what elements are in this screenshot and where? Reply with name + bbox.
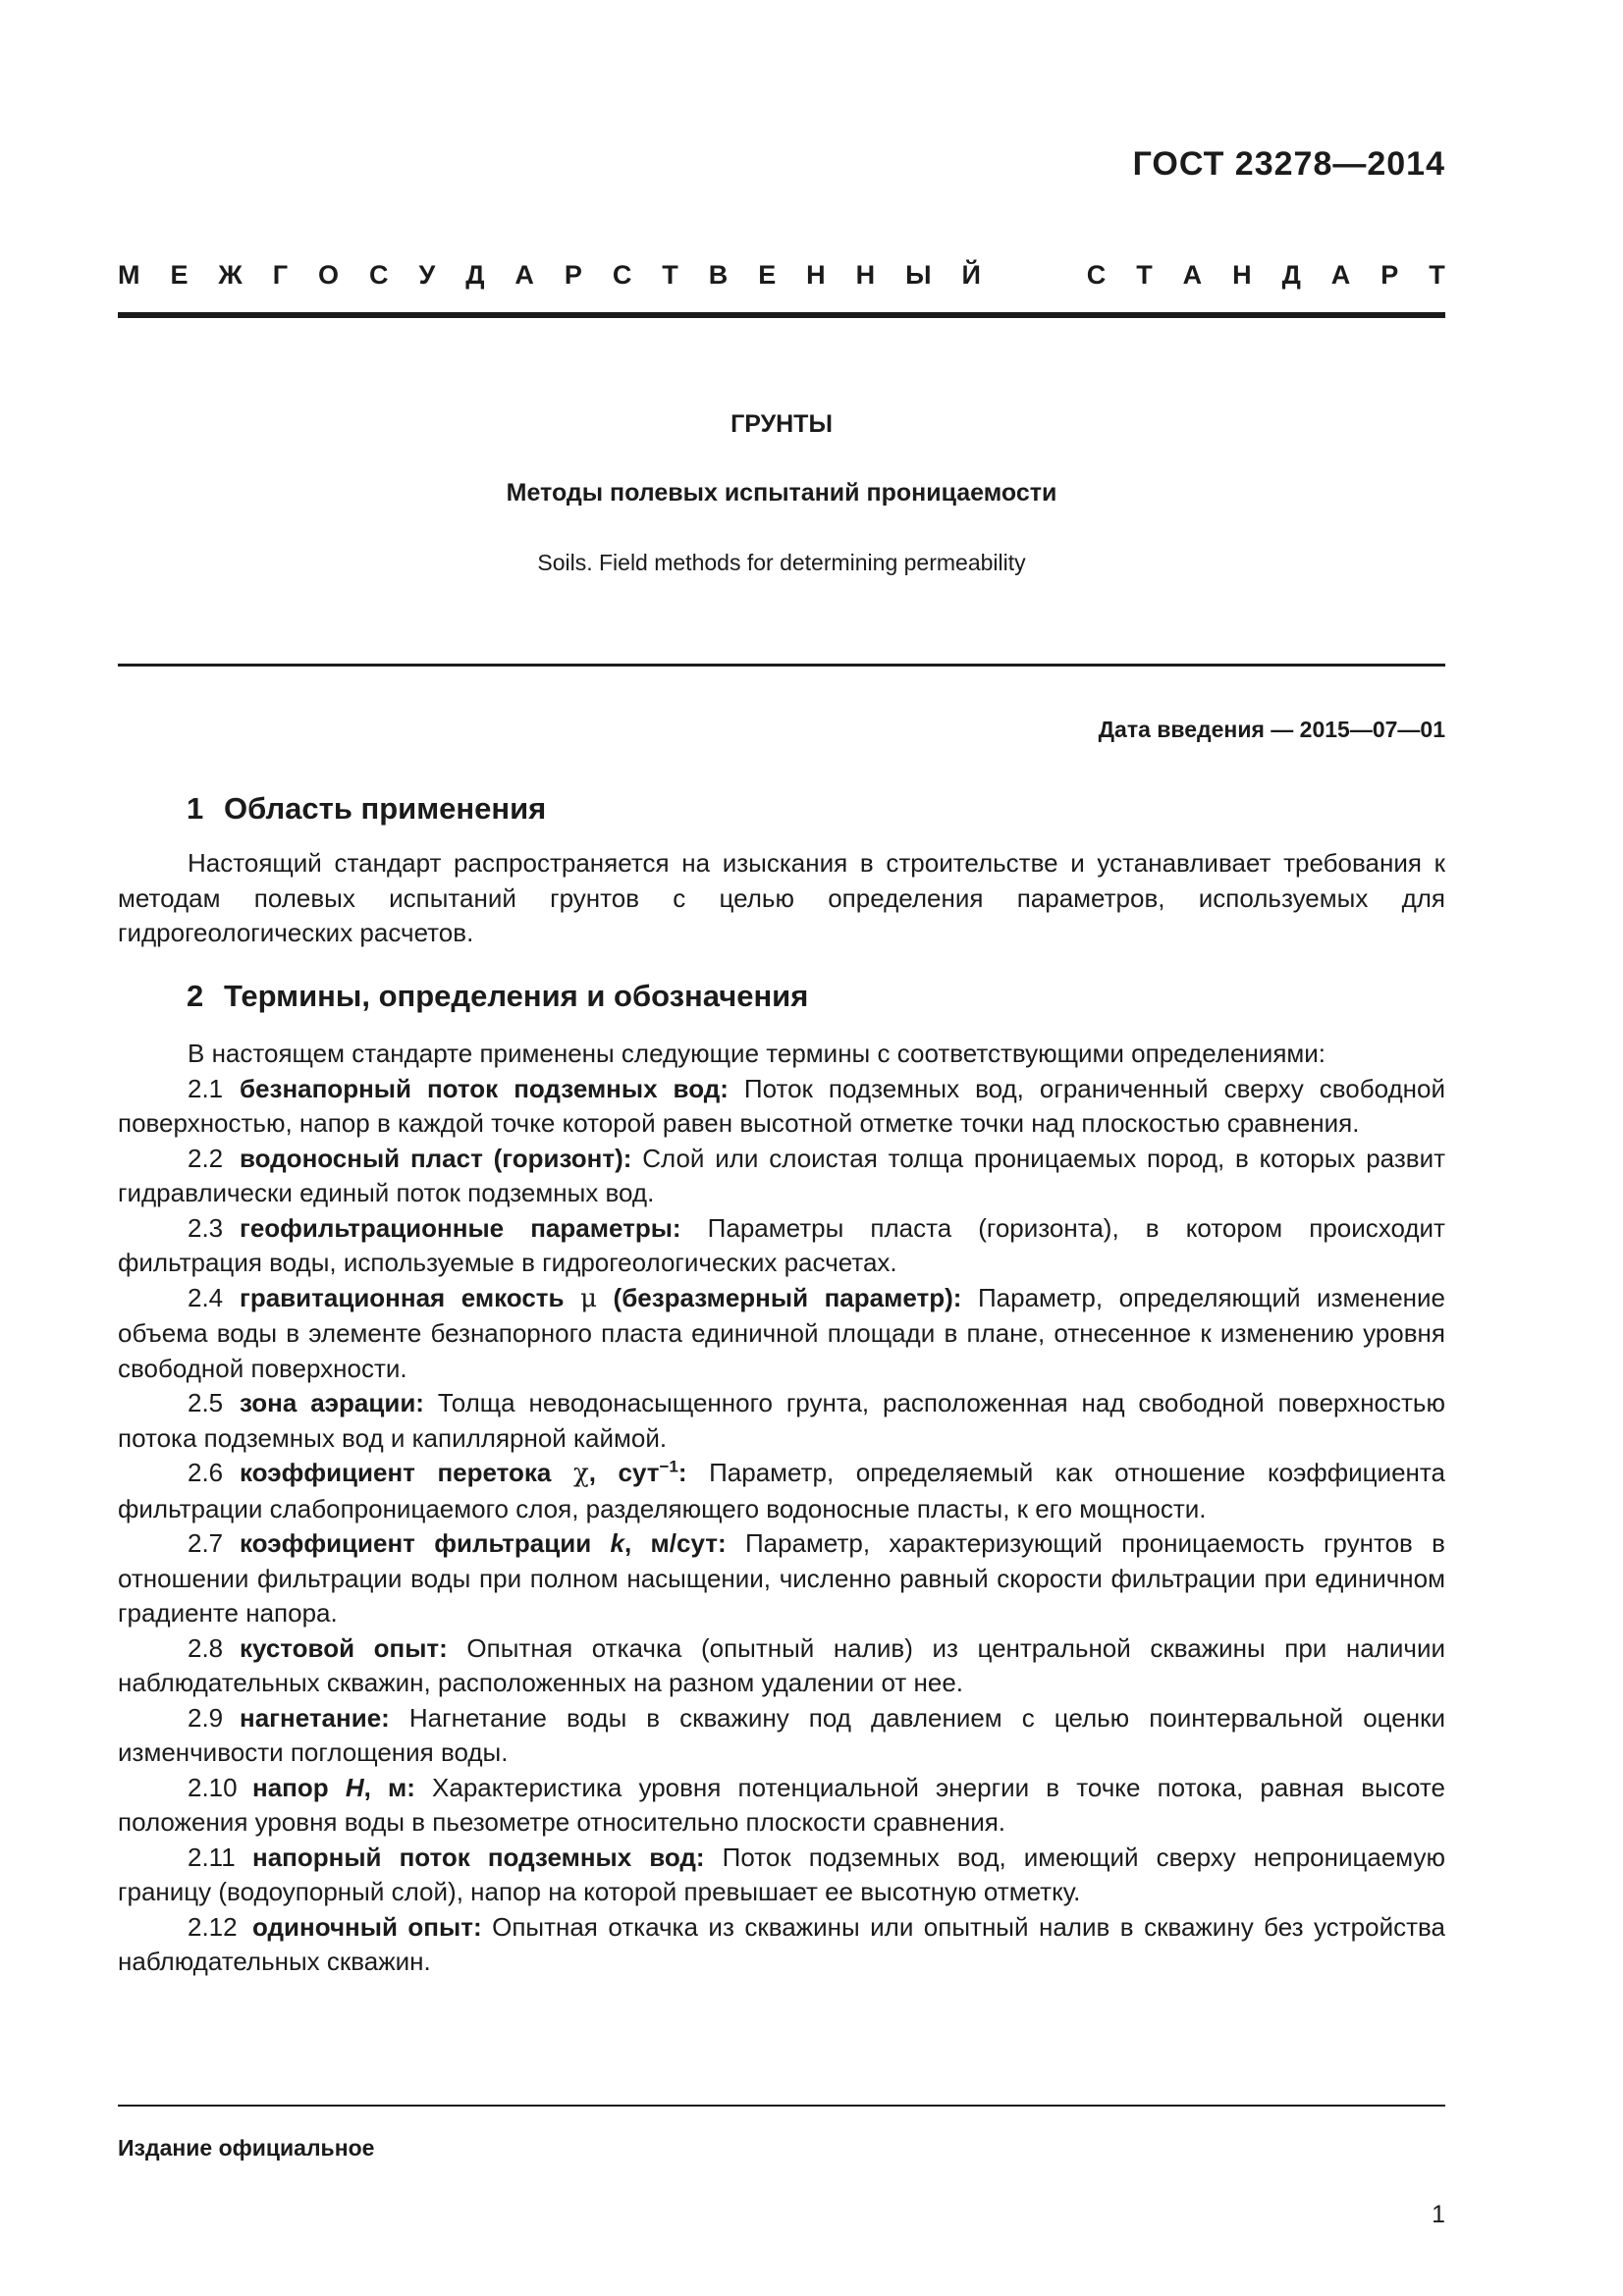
banner-letter: Д [465, 260, 485, 290]
banner-letter: У [418, 260, 436, 290]
section-number: 1 [187, 791, 204, 826]
footer-rule [118, 2105, 1445, 2107]
banner-letter: Г [272, 260, 289, 290]
term-definition: Параметры пласта (горизонта), в котором происходит фильтрация воды, используемые в гидрогеологических расчетах. [118, 1212, 1445, 1277]
term-number: 2.1 [188, 1073, 224, 1103]
term-number: 2.8 [188, 1632, 224, 1663]
term-definition: Характеристика уровня потенциальной энергии в точке потока, равная высоте положения уровня воды в пьезометре относительно плоскости сравнения. [118, 1772, 1445, 1837]
banner-letter: Ж [218, 260, 243, 290]
term-unit: , м: [363, 1772, 415, 1802]
banner-letter [1049, 260, 1056, 291]
term-2-8 [118, 1631, 1445, 1701]
banner-letter: Е [170, 260, 189, 290]
term-symbol: μ [580, 1283, 597, 1313]
term-number: 2.6 [188, 1458, 224, 1487]
section-1-heading [187, 791, 546, 827]
term-2-12 [118, 1910, 1445, 1980]
term-name: коэффициент фильтрации [240, 1528, 592, 1558]
banner-letter: Р [564, 260, 582, 290]
term-colon: : [677, 1458, 687, 1487]
term-definition: Слой или слоистая толща проницаемых пород, в которых развит гидравлически единый поток подземных вод. [118, 1143, 1445, 1207]
section-title: Область применения [224, 791, 547, 826]
term-name: напорный поток подземных вод: [252, 1842, 705, 1872]
term-name: геофильтрационные параметры: [240, 1212, 681, 1243]
banner-letter: Й [961, 260, 981, 290]
banner-letter: Ы [905, 260, 932, 290]
term-definition: Параметр, определяющий изменение объема воды в элементе безнапорного пласта единичной площади в плане, отнесенное к изменению уровня свободной поверхности. [118, 1282, 1445, 1383]
banner-letter: С [612, 260, 632, 290]
banner-letter: Т [662, 260, 678, 290]
term-definition: Нагнетание воды в скважину под давлением с целью поинтервальной оценки изменчивости поглощения воды. [118, 1702, 1445, 1767]
term-name: коэффициент перетока [240, 1458, 552, 1487]
banner-letter: М [118, 260, 140, 290]
banner-letter: Р [1380, 260, 1399, 290]
section-number: 2 [187, 979, 204, 1013]
banner-letter: В [708, 260, 729, 290]
term-definition: Параметр, определяемый как отношение коэффициента фильтрации слабопроницаемого слоя, разделяющего водоносные пласты, к его мощности. [118, 1458, 1445, 1523]
page-number: 1 [1432, 2201, 1445, 2228]
term-name: гравитационная емкость [240, 1282, 565, 1312]
term-name: нагнетание: [240, 1702, 390, 1733]
banner-letter: Е [758, 260, 777, 290]
term-number: 2.10 [188, 1772, 238, 1802]
term-2-11 [118, 1841, 1445, 1910]
term-definition: Параметр, характеризующий проницаемость грунтов в отношении фильтрации воды при полном насыщении, численно равный скорости фильтрации при единичном градиенте напора. [118, 1528, 1445, 1628]
english-title: Soils. Field methods for determining permeability [537, 550, 1026, 575]
term-name: одиночный опыт: [252, 1911, 482, 1942]
banner-letter: А [1330, 260, 1351, 290]
banner-letter: О [318, 260, 340, 290]
header-rule [118, 312, 1445, 318]
term-number: 2.9 [188, 1702, 224, 1733]
term-number: 2.12 [188, 1911, 238, 1942]
banner-letter: Н [855, 260, 876, 290]
section-1-body [118, 846, 1445, 951]
term-name: зона аэрации: [240, 1388, 424, 1417]
paragraph: Настоящий стандарт распространяется на изыскания в строительстве и устанавливает требования к методам полевых испытаний грунтов с целью определения параметров, используемых для гидрогеологических расчетов. [118, 848, 1445, 947]
section-2-heading [187, 979, 808, 1014]
term-name: водоносный пласт (горизонт): [240, 1143, 632, 1173]
banner-letter: А [514, 260, 534, 290]
standard-title: ГРУНТЫ [730, 410, 833, 438]
term-name: безнапорный поток подземных вод: [240, 1073, 729, 1103]
banner-letter [1011, 260, 1019, 291]
term-unit: , м/сут: [624, 1528, 727, 1558]
term-number: 2.7 [188, 1528, 224, 1558]
unit-exponent: −1 [659, 1457, 678, 1476]
official-edition-label: Издание официальное [118, 2135, 375, 2161]
banner-letter: Т [1136, 260, 1153, 290]
term-definition: Поток подземных вод, имеющий сверху непроницаемую границу (водоупорный слой), напор на которой превышает ее высотную отметку. [118, 1842, 1445, 1906]
term-2-5 [118, 1386, 1445, 1456]
section-2-body [118, 1037, 1445, 1980]
title-rule [118, 664, 1445, 667]
term-2-9 [118, 1701, 1445, 1771]
banner-letter: Т [1429, 260, 1445, 290]
term-2-1 [118, 1072, 1445, 1142]
interstate-standard-banner [118, 260, 1445, 291]
term-name-suffix: (безразмерный параметр): [613, 1282, 962, 1312]
term-2-4 [118, 1281, 1445, 1387]
term-2-2 [118, 1142, 1445, 1211]
term-2-6 [118, 1456, 1445, 1526]
banner-letter: А [1182, 260, 1203, 290]
term-definition: Толща неводонасыщенного грунта, расположенная над свободной поверхностью потока подземных вод и капиллярной каймой. [118, 1388, 1445, 1453]
paragraph: В настоящем стандарте применены следующие термины с соответствующими определениями: [188, 1039, 1326, 1068]
term-definition: Опытная откачка (опытный налив) из центральной скважины при наличии наблюдательных скважин, расположенных на разном удалении от нее. [118, 1632, 1446, 1697]
banner-letter: С [369, 260, 389, 290]
term-number: 2.5 [188, 1388, 224, 1417]
standard-subtitle: Методы полевых испытаний проницаемости [506, 479, 1057, 507]
term-2-7 [118, 1526, 1445, 1631]
banner-letter: С [1086, 260, 1107, 290]
term-number: 2.2 [188, 1143, 224, 1173]
introduction-date: Дата введения — 2015—07—01 [1098, 717, 1445, 742]
term-symbol: χ [572, 1459, 589, 1488]
term-number: 2.11 [188, 1842, 236, 1872]
term-definition: Опытная откачка из скважины или опытный налив в скважину без устройства наблюдательных скважин. [118, 1911, 1445, 1976]
term-2-10 [118, 1771, 1445, 1841]
term-unit: , сут [588, 1458, 660, 1487]
term-name: напор [252, 1772, 329, 1802]
term-2-3 [118, 1211, 1445, 1281]
banner-letter: Н [806, 260, 826, 290]
term-number: 2.4 [188, 1282, 224, 1312]
term-definition: Поток подземных вод, ограниченный сверху свободной поверхностью, напор в каждой точке которой равен высотной отметке точки над плоскостью сравнения. [118, 1073, 1445, 1138]
banner-letter: Д [1281, 260, 1301, 290]
document-number: ГОСТ 23278—2014 [1132, 145, 1445, 183]
banner-letter: Н [1232, 260, 1252, 290]
term-name: кустовой опыт: [240, 1632, 448, 1663]
term-number: 2.3 [188, 1212, 224, 1243]
term-symbol: H [345, 1772, 364, 1802]
term-symbol: k [610, 1528, 625, 1558]
section-title: Термины, определения и обозначения [224, 979, 809, 1013]
